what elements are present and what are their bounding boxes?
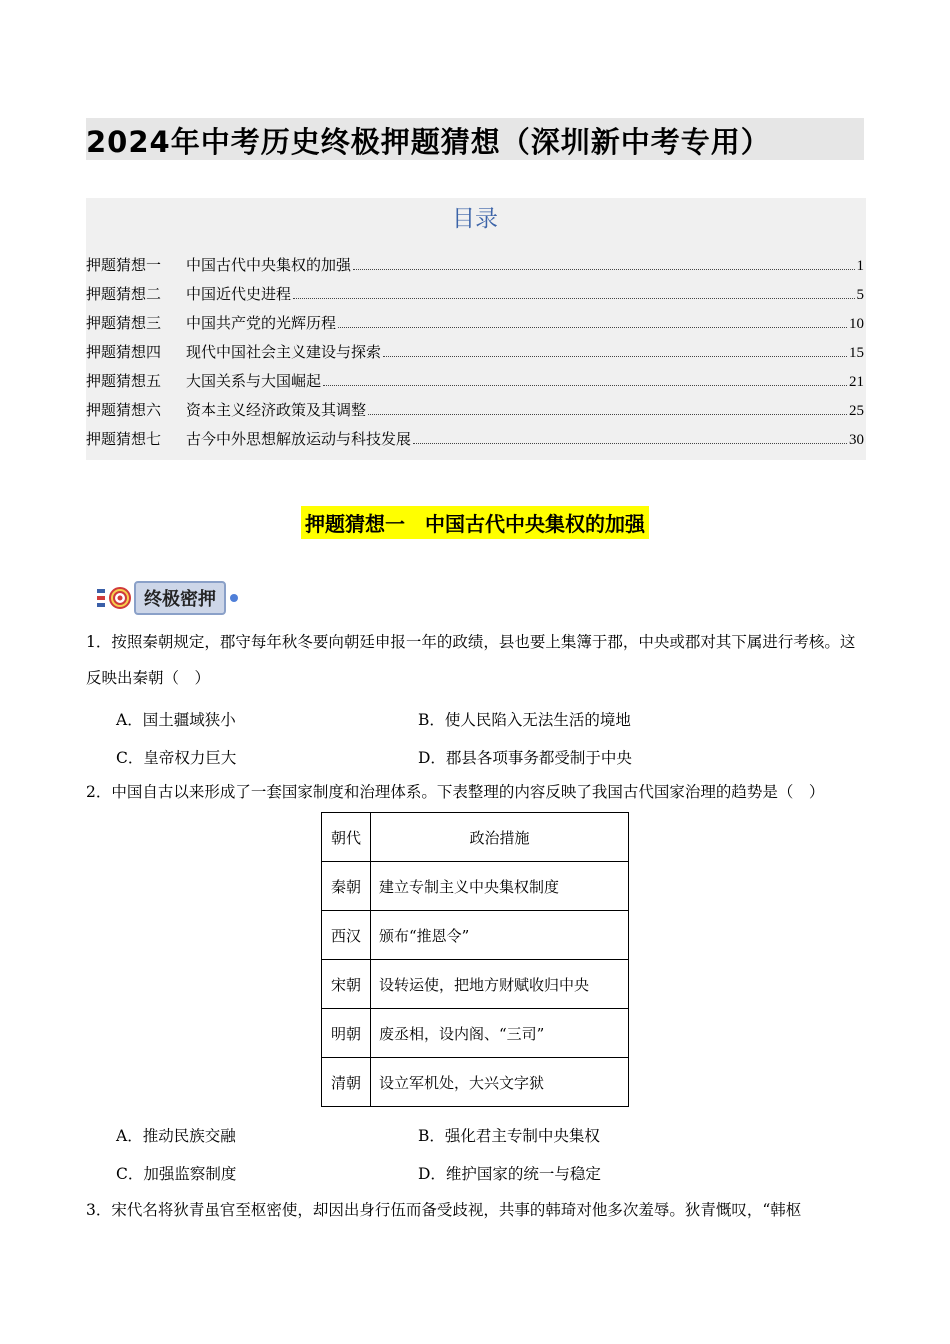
- toc-item-number: 押题猜想一: [86, 256, 162, 274]
- toc-item-page: 10: [849, 316, 864, 332]
- table-cell-measure: 颁布“推恩令”: [371, 911, 629, 960]
- toc-leader-dots: [338, 327, 847, 328]
- question-2-text: 2．中国自古以来形成了一套国家制度和治理体系。下表整理的内容反映了我国古代国家治理的趋势是（ ）: [86, 783, 825, 801]
- toc-list: [86, 246, 864, 449]
- table-header-cell: 朝代: [322, 813, 371, 862]
- question-2-option-c[interactable]: C．加强监察制度: [116, 1165, 237, 1183]
- toc-leader-dots: [368, 414, 847, 415]
- toc-item[interactable]: [86, 275, 864, 304]
- toc-item-title: 中国古代中央集权的加强: [186, 256, 352, 274]
- toc-item-title: 古今中外思想解放运动与科技发展: [186, 430, 412, 448]
- toc-item-title: 中国共产党的光辉历程: [186, 314, 337, 332]
- toc-leader-dots: [293, 298, 854, 299]
- table-row: [322, 1009, 629, 1058]
- toc-leader-dots: [383, 356, 847, 357]
- table-header-cell: 政治措施: [371, 813, 629, 862]
- ultimate-prediction-badge: [96, 580, 238, 616]
- toc-item-page: 25: [849, 403, 864, 419]
- dot-icon: [230, 594, 238, 602]
- toc-item-page: 30: [849, 432, 864, 448]
- table-row: [322, 862, 629, 911]
- toc-item[interactable]: [86, 391, 864, 420]
- table-cell-dynasty: 秦朝: [322, 862, 371, 911]
- toc-leader-dots: [353, 269, 854, 270]
- toc-item-page: 1: [856, 258, 864, 274]
- toc-item[interactable]: [86, 362, 864, 391]
- toc-item-number: 押题猜想六: [86, 401, 162, 419]
- question-1-option-c[interactable]: C．皇帝权力巨大: [116, 749, 237, 767]
- table-header-row: [322, 813, 629, 862]
- toc-item-page: 15: [849, 345, 864, 361]
- dynasty-measures-table: [321, 812, 629, 1107]
- table-row: [322, 1058, 629, 1107]
- table-row: [322, 911, 629, 960]
- table-cell-measure: 设转运使，把地方财赋收归中央: [371, 960, 629, 1009]
- question-2-option-d[interactable]: D．维护国家的统一与稳定: [418, 1165, 601, 1183]
- toc-item-page: 5: [856, 287, 864, 303]
- toc-item-title: 现代中国社会主义建设与探索: [186, 343, 382, 361]
- question-1-option-d[interactable]: D．郡县各项事务都受制于中央: [418, 749, 632, 767]
- toc-leader-dots: [413, 443, 847, 444]
- toc-leader-dots: [323, 385, 847, 386]
- section-heading-wrap: [0, 506, 950, 539]
- section-title: 押题猜想一 中国古代中央集权的加强: [301, 506, 649, 539]
- table-cell-dynasty: 清朝: [322, 1058, 371, 1107]
- table-cell-measure: 设立军机处，大兴文字狱: [371, 1058, 629, 1107]
- toc-heading: 目录: [452, 206, 498, 232]
- question-1-option-a[interactable]: A．国土疆域狭小: [116, 711, 236, 729]
- toc-item-title: 中国近代史进程: [186, 285, 292, 303]
- table-cell-measure: 建立专制主义中央集权制度: [371, 862, 629, 911]
- toc-item-title: 大国关系与大国崛起: [186, 372, 322, 390]
- toc-item[interactable]: [86, 304, 864, 333]
- table-cell-dynasty: 明朝: [322, 1009, 371, 1058]
- document-title: 2024年中考历史终极押题猜想（深圳新中考专用）: [86, 125, 771, 159]
- question-1-text: 1．按照秦朝规定，郡守每年秋冬要向朝廷申报一年的政绩，县也要上集簿于郡，中央或郡对其下属进行考核。这反映出秦朝（ ）: [86, 633, 856, 687]
- table-cell-measure: 废丞相，设内阁、“三司”: [371, 1009, 629, 1058]
- question-2-option-b[interactable]: B．强化君主专制中央集权: [418, 1127, 600, 1145]
- toc-item[interactable]: [86, 333, 864, 362]
- table-cell-dynasty: 宋朝: [322, 960, 371, 1009]
- toc-item[interactable]: [86, 246, 864, 275]
- table-cell-dynasty: 西汉: [322, 911, 371, 960]
- table-row: [322, 960, 629, 1009]
- toc-item-title: 资本主义经济政策及其调整: [186, 401, 367, 419]
- toc-item-number: 押题猜想七: [86, 430, 162, 448]
- question-2-option-a[interactable]: A．推动民族交融: [116, 1127, 236, 1145]
- question-3-text: 3．宋代名将狄青虽官至枢密使，却因出身行伍而备受歧视，共事的韩琦对他多次羞辱。狄青慨叹，“韩枢: [86, 1201, 802, 1219]
- toc-item-number: 押题猜想三: [86, 314, 162, 332]
- toc-item-number: 押题猜想四: [86, 343, 162, 361]
- target-icon: [96, 583, 134, 613]
- toc-item-number: 押题猜想二: [86, 285, 162, 303]
- toc-item-page: 21: [849, 374, 864, 390]
- question-1-option-b[interactable]: B．使人民陷入无法生活的境地: [418, 711, 631, 729]
- badge-label: 终极密押: [134, 581, 226, 615]
- toc-item-number: 押题猜想五: [86, 372, 162, 390]
- toc-item[interactable]: [86, 420, 864, 449]
